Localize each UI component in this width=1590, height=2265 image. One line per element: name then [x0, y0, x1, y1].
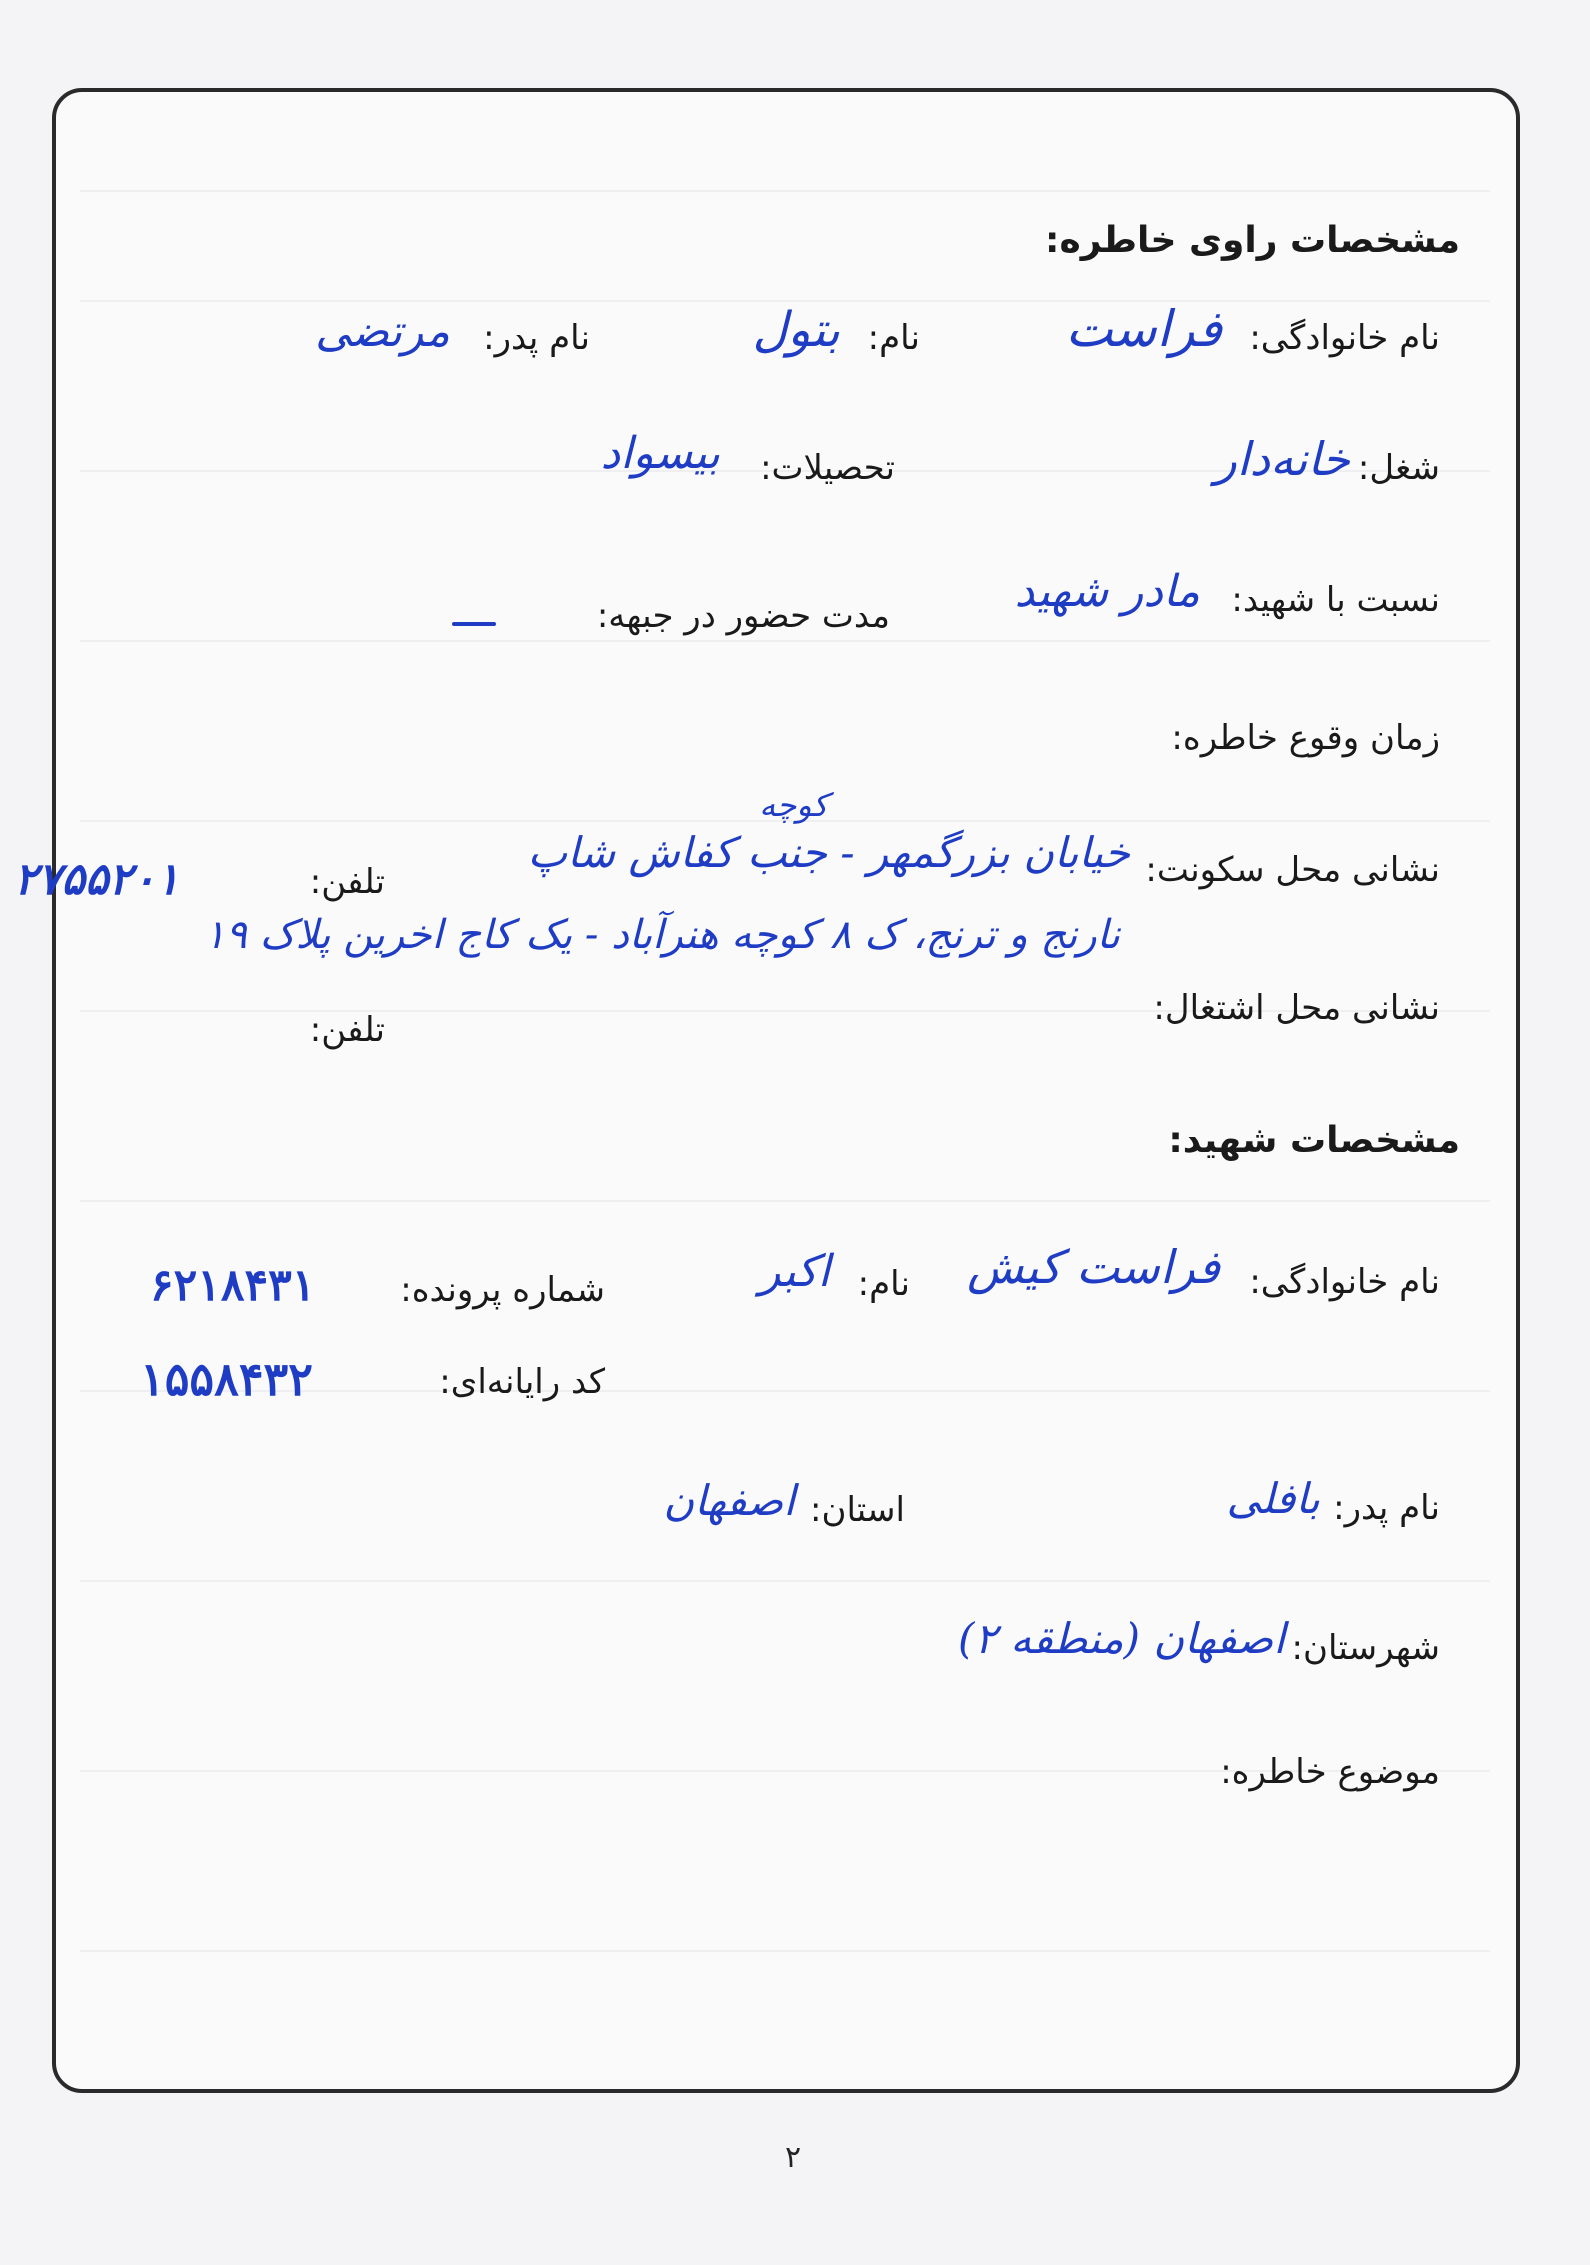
martyr-heading: مشخصات شهید: [1168, 1120, 1460, 1161]
narrator-address-note: کوچه [759, 786, 828, 824]
martyr-county-value: اصفهان (منطقه ۲) [957, 1614, 1285, 1663]
narrator-education-value: بیسواد [600, 428, 720, 479]
martyr-province-value: اصفهان [663, 1476, 795, 1525]
narrator-first-name-label: نام: [867, 318, 920, 358]
martyr-file-number-value: ۶۲۱۸۴۳۱ [150, 1260, 316, 1311]
narrator-job-label: شغل: [1357, 448, 1440, 488]
martyr-county-label: شهرستان: [1291, 1628, 1440, 1668]
narrator-heading: مشخصات راوی خاطره: [1045, 220, 1460, 261]
narrator-education-label: تحصیلات: [760, 448, 895, 488]
martyr-first-name-value: اکبر [759, 1246, 830, 1297]
martyr-family-name-label: نام خانوادگی: [1249, 1262, 1440, 1302]
narrator-family-name-value: فراست [1065, 300, 1222, 358]
narrator-father-name-label: نام پدر: [483, 318, 590, 358]
narrator-front-duration-label: مدت حضور در جبهه: [596, 596, 890, 636]
form-frame [52, 88, 1520, 2093]
narrator-father-name-value: مرتضی [315, 306, 450, 357]
narrator-memory-time-label: زمان وقوع خاطره: [1171, 718, 1440, 758]
narrator-address-line1: خیابان بزرگمهر - جنب کفاش شاپ [527, 828, 1130, 877]
martyr-father-name-label: نام پدر: [1333, 1488, 1440, 1528]
martyr-computer-code-value: ۱۵۵۸۴۳۲ [140, 1352, 313, 1406]
narrator-phone-label: تلفن: [309, 862, 385, 902]
martyr-first-name-label: نام: [857, 1264, 910, 1304]
narrator-relation-value: مادر شهید [1014, 566, 1200, 617]
martyr-memory-subject-label: موضوع خاطره: [1220, 1752, 1440, 1792]
narrator-work-address-label: نشانی محل اشتغال: [1153, 988, 1440, 1028]
narrator-relation-label: نسبت با شهید: [1231, 580, 1440, 620]
narrator-phone-value: ۲۷۵۵۲۰۱ [14, 854, 180, 905]
narrator-address-label: نشانی محل سکونت: [1145, 850, 1440, 890]
narrator-address-line2: نارنج و ترنج، ک ۸ کوچه هنرآباد - یک کاج اخرین پلاک ۱۹ [204, 912, 1120, 958]
martyr-computer-code-label: کد رایانه‌ای: [439, 1362, 605, 1402]
narrator-job-value: خانه‌دار [1214, 432, 1350, 486]
martyr-father-name-value: بافلی [1226, 1474, 1320, 1523]
narrator-first-name-value: بتول [752, 302, 840, 358]
page-number: ۲ [785, 2140, 802, 2175]
narrator-family-name-label: نام خانوادگی: [1249, 318, 1440, 358]
narrator-work-phone-label: تلفن: [309, 1010, 385, 1050]
narrator-front-duration-value [452, 622, 496, 626]
martyr-province-label: استان: [810, 1490, 905, 1530]
martyr-file-number-label: شماره پرونده: [400, 1270, 605, 1310]
martyr-family-name-value: فراست کیش [967, 1240, 1220, 1294]
